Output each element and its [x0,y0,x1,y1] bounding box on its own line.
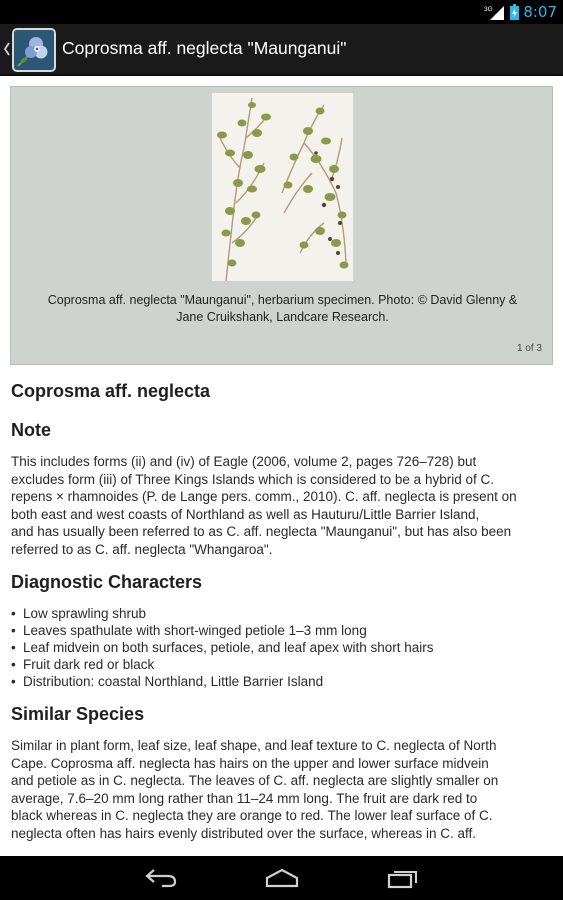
diagnostic-list [11,605,556,690]
text-line: Cape. Coprosma aff. neglecta has hairs on the upper and lower surface midvein [11,755,489,771]
clock: 8:07 [523,3,557,21]
action-bar [0,24,563,76]
note-text [11,453,556,558]
flower-icon [14,30,54,70]
image-caption [21,292,544,326]
similar-text [11,737,556,842]
image-counter: 1 of 3 [516,343,542,354]
home-icon [264,868,300,888]
status-icons [484,3,557,21]
herbarium-specimen-image[interactable] [212,93,353,281]
text-line: neglecta often has hairs evenly distributed over the surface, whereas in C. aff. [11,825,477,841]
caption-line: Jane Cruikshank, Landcare Research. [176,310,389,324]
text-line: Similar in plant form, leaf size, leaf shape, and leaf texture to C. neglecta of North [11,738,497,753]
text-line: black whereas in C. neglecta they are orange to red. The lower leaf surface of C. [11,808,493,823]
screen-title: Coprosma aff. neglecta "Maunganui" [62,38,347,58]
text-line: and petiole as in C. neglecta. The leaves of C. aff. neglecta are slightly smaller on [11,773,499,788]
text-line: average, 7.6–20 mm long rather than 11–24 mm long. The fruit are dark red to [11,790,478,806]
text-line: excludes form (iii) of Three Kings Islands which is considered to be a hybrid of C. [11,471,494,487]
text-line: and has usually been referred to as C. aff. neglecta "Maunganui", but has also been [11,524,512,539]
recent-apps-button[interactable] [381,864,425,892]
diagnostic-heading: Diagnostic Characters [11,572,203,592]
text-line: both east and west coasts of Northland as well as Hauturu/Little Barrier Island, [11,506,480,522]
species-title: Coprosma aff. neglecta [11,381,211,401]
back-icon [144,868,178,888]
note-heading: Note [11,420,51,440]
home-button[interactable] [260,864,304,892]
list-item: • Leaves spathulate with short-winged petiole 1–3 mm long [11,622,556,639]
app-icon[interactable] [12,28,56,72]
status-bar [0,0,563,24]
list-item: • Fruit dark red or black [11,656,556,673]
image-gallery[interactable] [10,86,553,365]
species-article [11,374,556,842]
text-line: This includes forms (ii) and (iv) of Eagle (2006, volume 2, pages 726–728) but [11,454,477,469]
list-item: • Low sprawling shrub [11,605,556,622]
svg-text:3G: 3G [484,6,493,13]
caption-line: Coprosma aff. neglecta "Maunganui", herbarium specimen. Photo: © David Glenny & [47,293,518,307]
back-button[interactable] [139,864,183,892]
content-scroll[interactable] [0,76,563,856]
text-line: repens × rhamnoides (P. de Lange pers. comm., 2010). C. aff. neglecta is present on [11,489,517,504]
signal-icon [484,4,506,20]
similar-heading: Similar Species [11,704,145,724]
navigation-bar [0,856,563,900]
list-item: • Leaf midvein on both surfaces, petiole, and leaf apex with short hairs [11,639,556,656]
list-item: • Distribution: coastal Northland, Little Barrier Island [11,673,556,690]
text-line: referred to as C. aff. neglecta "Whangaroa". [11,541,273,557]
battery-icon [510,4,519,20]
up-caret-icon[interactable] [3,41,11,57]
recent-apps-icon [386,867,420,889]
